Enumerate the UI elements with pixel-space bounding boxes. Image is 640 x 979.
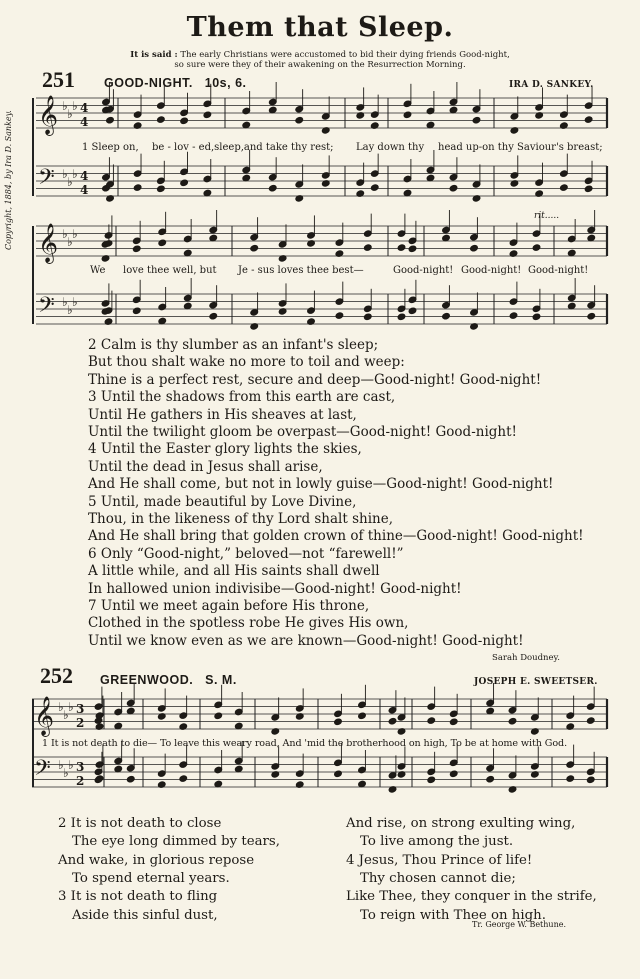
meter-251: 10s, 6. — [204, 76, 247, 90]
verse-line-right: Thy chosen cannot die; — [360, 870, 516, 886]
flat-sign: ♭ — [68, 700, 74, 714]
verse-line: 4 Until the Easter glory lights the skies, — [88, 441, 362, 458]
flat-sign: ♭ — [67, 303, 73, 317]
note-head — [180, 117, 189, 125]
note-head — [334, 770, 343, 778]
lyric-251-row2-f: Good-night! — [528, 265, 589, 276]
lyric-252-line: 1 It is not death to die— To leave this weary road, And 'mid the brotherhood on high, To be at home with God. — [42, 738, 568, 749]
note-head — [203, 111, 212, 119]
note-head — [180, 179, 189, 187]
lyric-251-row2-b: love thee well, but — [123, 265, 217, 276]
verse-line-left: To spend eternal years. — [72, 870, 230, 886]
note-head — [442, 312, 451, 320]
flat-sign: ♭ — [67, 175, 73, 189]
time-signature: 3 — [76, 760, 85, 774]
verse-line-right: Like Thee, they conquer in the strife, — [346, 889, 597, 905]
note-head — [179, 775, 188, 783]
verse-line: 3 Until the shadows from this earth are cast, — [88, 389, 396, 406]
note-head — [566, 775, 575, 783]
verse-line: Until we know even as we are known—Good-night! Good-night! — [88, 632, 524, 649]
time-signature: 2 — [76, 716, 85, 730]
flat-sign: ♭ — [67, 107, 73, 121]
flat-sign: ♭ — [72, 99, 78, 113]
note-head — [94, 776, 103, 784]
tune-title-251: GOOD-NIGHT. — [104, 76, 193, 90]
note-head — [509, 312, 518, 320]
note-head — [508, 717, 517, 725]
verse-line: And He shall bring that golden crown of thine—Good-night! Good-night! — [88, 528, 584, 545]
note-head — [209, 312, 218, 320]
note-head — [158, 239, 167, 247]
flat-sign: ♭ — [72, 227, 78, 241]
verse-line: Until the twilight gloom be overpast—Good-night! Good-night! — [88, 424, 517, 440]
note-head — [126, 775, 135, 783]
composer-251: IRA D. SANKEY. — [509, 80, 594, 90]
note-head — [532, 244, 541, 252]
bass-clef: 𝄢 — [34, 756, 51, 786]
note-head — [587, 312, 596, 320]
time-signature: 4 — [80, 169, 89, 183]
time-signature: 2 — [76, 774, 85, 788]
lyric-251-row1-a: 1 Sleep on, — [82, 142, 139, 153]
flat-sign: ♭ — [63, 766, 69, 780]
lyric-251-row2-a: We — [90, 265, 106, 276]
verse-line: Thine is a perfect rest, secure and deep—Good-night! Good-night! — [88, 371, 542, 388]
note-head — [403, 111, 412, 119]
verse-line: 5 Until, made beautiful by Love Divine, — [88, 493, 357, 510]
note-head — [268, 184, 277, 192]
note-head — [295, 116, 304, 124]
verse-line: Until He gathers in His sheaves at last, — [88, 406, 357, 423]
note-head — [334, 718, 343, 726]
note-head — [250, 244, 259, 252]
flat-sign: ♭ — [62, 167, 68, 181]
time-signature: 3 — [76, 702, 85, 716]
note-head — [427, 717, 436, 725]
verse-line-right: 4 Jesus, Thou Prince of life! — [346, 852, 533, 868]
flat-sign: ♭ — [63, 708, 69, 722]
note-head — [586, 717, 595, 725]
ritardando-mark: rit..... — [534, 211, 560, 221]
verse-line: 7 Until we meet again before His throne, — [88, 598, 370, 614]
lyric-251-row2-e: Good-night! — [461, 265, 522, 276]
lyric-251-row1-c: Lay down thy — [356, 142, 425, 153]
note-head — [532, 313, 541, 321]
author-252: Tr. George W. Bethune. — [472, 920, 567, 929]
verse-line: But thou shalt wake no more to toil and weep: — [88, 354, 405, 371]
note-head — [584, 185, 593, 193]
verse-line-left: 3 It is not death to fling — [58, 889, 218, 905]
verse-line: A little while, and all His saints shall dwell — [88, 563, 380, 580]
flat-sign: ♭ — [68, 758, 74, 772]
bass-clef: 𝄢 — [38, 165, 55, 195]
tune-name-252 — [100, 673, 237, 687]
verse-line: In hallowed union indivisibe—Good-night! Good-night! — [88, 580, 462, 597]
lyric-251-row2-c: Je - sus loves thee best— — [238, 265, 364, 276]
note-head — [106, 116, 115, 124]
note-head — [370, 184, 379, 192]
verse-line-left: The eye long dimmed by tears, — [72, 834, 280, 850]
note-head — [358, 712, 367, 720]
bass-clef: 𝄢 — [38, 293, 55, 323]
note-head — [427, 776, 436, 784]
note-head — [157, 116, 166, 124]
verse-line: Until the dead in Jesus shall arise, — [88, 458, 323, 475]
verse-line: Thou, in the likeness of thy Lord shalt shine, — [88, 511, 393, 527]
verse-line: 2 Calm is thy slumber as an infant's sleep; — [88, 337, 379, 353]
time-signature: 4 — [80, 115, 89, 129]
note-head — [408, 307, 417, 315]
note-head — [560, 184, 569, 192]
note-head — [449, 184, 458, 192]
time-signature: 4 — [80, 183, 89, 197]
time-signature: 4 — [80, 101, 89, 115]
flat-sign: ♭ — [62, 227, 68, 241]
verse-line-left: And wake, in glorious repose — [58, 852, 255, 868]
note-head — [132, 307, 141, 315]
note-head — [449, 770, 458, 778]
hymn-number-252: 252 — [40, 663, 73, 688]
note-head — [388, 717, 397, 725]
note-head — [214, 712, 223, 720]
note-head — [133, 184, 142, 192]
verse-line-right: And rise, on strong exulting wing, — [346, 816, 576, 831]
author-251: Sarah Doudney. — [492, 653, 560, 663]
flat-sign: ♭ — [67, 235, 73, 249]
lyric-251-row1-b: be - lov - ed,sleep,and take thy rest; — [152, 142, 334, 153]
flat-sign: ♭ — [72, 167, 78, 181]
treble-clef: 𝄞 — [38, 223, 59, 263]
note-head — [584, 116, 593, 124]
verse-line-left: 2 It is not death to close — [58, 816, 222, 831]
header-note-text: The early Christians were accustomed to bid their dying friends Good-night, — [180, 50, 510, 60]
note-head — [586, 776, 595, 784]
lyric-251-row2-d: Good-night! — [393, 265, 454, 276]
flat-sign: ♭ — [58, 700, 64, 714]
note-head — [408, 245, 417, 253]
flat-sign: ♭ — [62, 99, 68, 113]
meter-252: S. M. — [205, 673, 237, 687]
note-head — [397, 313, 406, 321]
note-head — [449, 718, 458, 726]
treble-clef: 𝄞 — [38, 95, 59, 135]
note-head — [397, 244, 406, 252]
tune-title-252: GREENWOOD. — [100, 673, 194, 687]
verse-line-right: To live among the just. — [360, 834, 514, 850]
header-note-line-2: so sure were they of their awakening on the Resurrection Morning. — [174, 60, 466, 70]
note-head — [94, 717, 103, 725]
copyright-notice: Copyright, 1884, by Ira D. Sankey. — [4, 110, 13, 250]
lyric-251-row1-d: head up-on thy Saviour's breast; — [438, 142, 603, 153]
hymn-number-251: 251 — [42, 67, 75, 92]
flat-sign: ♭ — [58, 758, 64, 772]
verse-line: Clothed in the spotless robe He gives His own, — [88, 615, 409, 632]
note-head — [363, 244, 372, 252]
verse-line-left: Aside this sinful dust, — [72, 907, 218, 923]
page-title: Them that Sleep. — [186, 12, 454, 43]
note-head — [472, 116, 481, 124]
verse-line-right: To reign with Thee on high. — [360, 907, 546, 923]
note-head — [363, 313, 372, 321]
verse-line: 6 Only “Good-night,” beloved—not “farewell!” — [88, 545, 404, 562]
header-note-label: It is said : — [130, 50, 178, 60]
flat-sign: ♭ — [62, 295, 68, 309]
note-head — [470, 244, 479, 252]
note-head — [157, 185, 166, 193]
verse-line: And He shall come, but not in lowly guise—Good-night! Good-night! — [88, 476, 554, 493]
note-head — [486, 775, 495, 783]
flat-sign: ♭ — [72, 295, 78, 309]
treble-clef: 𝄞 — [34, 696, 55, 736]
note-head — [335, 312, 344, 320]
composer-252: JOSEPH E. SWEETSER. — [474, 677, 598, 687]
note-head — [132, 245, 141, 253]
